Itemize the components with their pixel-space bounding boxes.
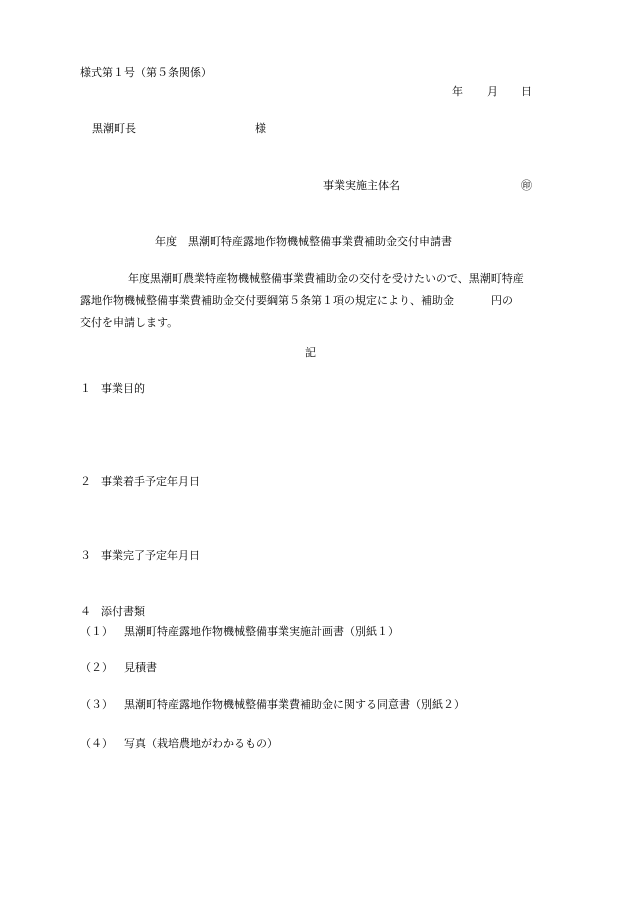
attachment-text: 写真（栽培農地がわかるもの） [124, 737, 278, 750]
seal-mark: ㊞ [521, 179, 532, 192]
attachment-item-3 [80, 698, 465, 712]
date-year-label: 年 [452, 85, 463, 98]
section-4 [80, 605, 145, 619]
body-line-2a: 露地作物機械整備事業費補助金交付要綱第５条第１項の規定により、補助金 [80, 294, 454, 307]
section-3 [80, 549, 200, 563]
attachment-number: （３） [80, 698, 113, 711]
body-line-3: 交付を申請します。 [80, 316, 179, 329]
addressee-honorific: 様 [255, 122, 266, 135]
section-title: 事業完了予定年月日 [101, 549, 200, 562]
attachment-text: 黒潮町特産露地作物機械整備事業費補助金に関する同意書（別紙２） [124, 698, 465, 711]
body-line-2 [80, 290, 550, 312]
attachment-text: 黒潮町特産露地作物機械整備事業実施計画書（別紙１） [124, 625, 399, 638]
section-title: 事業目的 [101, 382, 145, 395]
section-1 [80, 382, 145, 396]
attachment-item-4 [80, 737, 278, 751]
attachment-number: （２） [80, 661, 113, 674]
section-number: ４ [80, 605, 91, 618]
date-day-label: 日 [521, 85, 532, 98]
applicant-label: 事業実施主体名 [323, 179, 400, 192]
attachment-number: （１） [80, 625, 113, 638]
addressee-name: 黒潮町長 [92, 122, 136, 135]
body-paragraph [80, 268, 550, 334]
section-title: 事業着手予定年月日 [101, 475, 200, 488]
body-line-1: 年度黒潮町農業特産物機械整備事業費補助金の交付を受けたいので、黒潮町特産 [128, 272, 524, 285]
form-number: 様式第１号（第５条関係） [80, 66, 212, 79]
section-number: ２ [80, 475, 91, 488]
body-line-2b: 円の [491, 294, 513, 307]
attachment-item-1 [80, 625, 399, 639]
attachment-item-2 [80, 661, 157, 675]
section-number: ３ [80, 549, 91, 562]
section-title: 添付書類 [101, 605, 145, 618]
ki-heading: 記 [305, 346, 316, 359]
section-2 [80, 475, 200, 489]
document-title: 年度 黒潮町特産露地作物機械整備事業費補助金交付申請書 [155, 235, 452, 248]
attachment-text: 見積書 [124, 661, 157, 674]
attachment-number: （４） [80, 737, 113, 750]
section-number: １ [80, 382, 91, 395]
date-month-label: 月 [487, 85, 498, 98]
